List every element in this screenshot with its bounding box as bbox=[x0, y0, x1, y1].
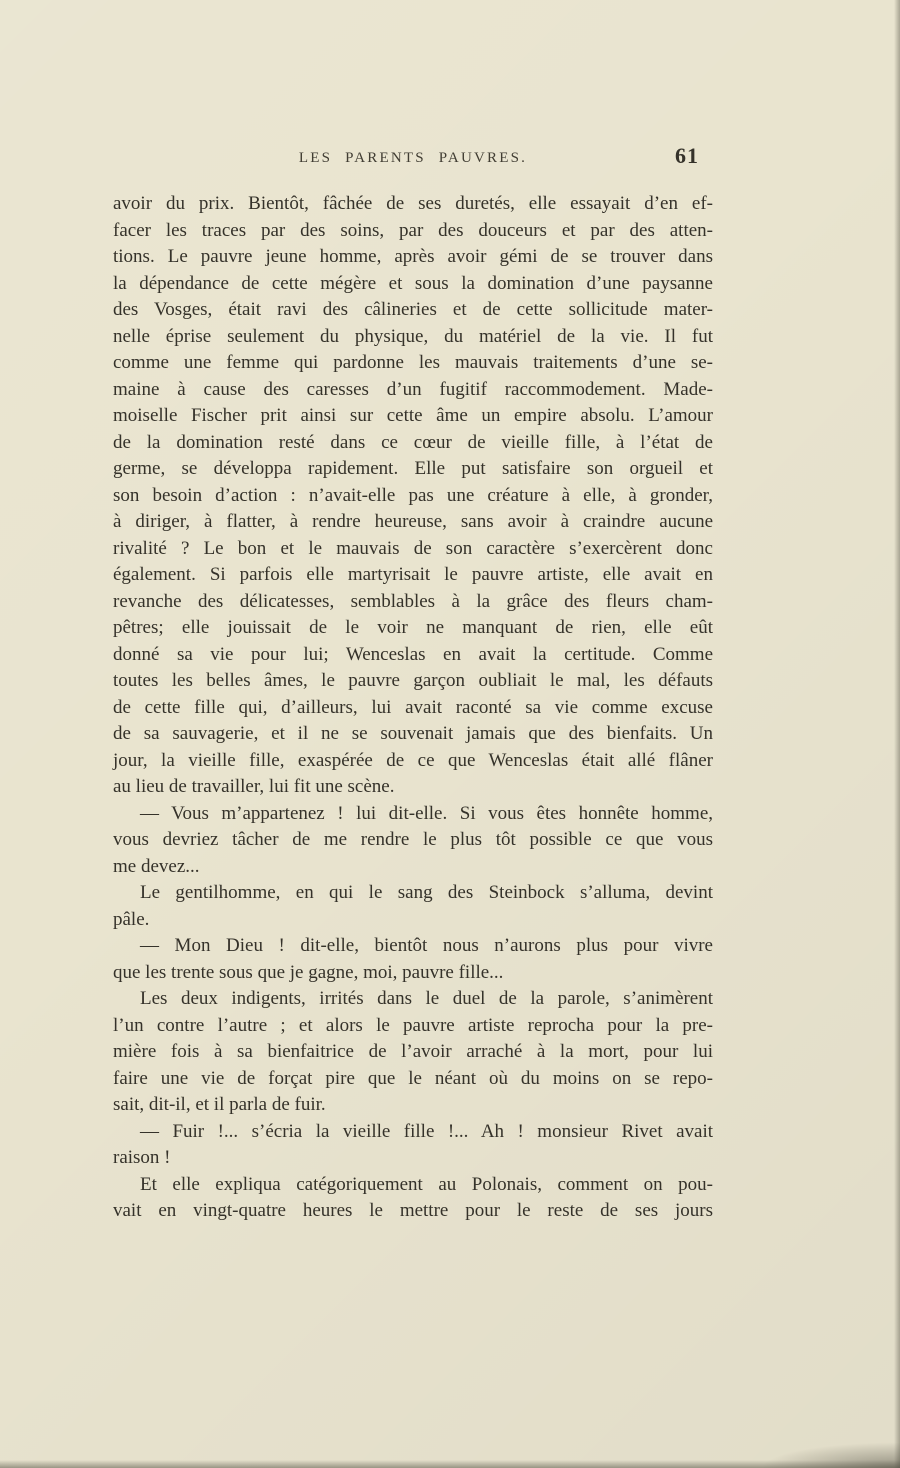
page-number: 61 bbox=[675, 143, 699, 168]
text-line: germe, se développa rapidement. Elle put satisfaire son orgueil et bbox=[113, 458, 713, 479]
text-line: de la domination resté dans ce cœur de vieille fille, à l’état de bbox=[113, 431, 713, 453]
paragraph bbox=[113, 986, 713, 1119]
page-header bbox=[113, 143, 713, 180]
scan-edge-right bbox=[894, 0, 900, 1468]
text-line: jour, la vieille fille, exaspérée de ce que Wenceslas était allé flâner bbox=[113, 749, 713, 771]
paragraph bbox=[113, 801, 713, 881]
text-line: au lieu de travailler, lui fit une scène. bbox=[113, 776, 395, 797]
text-line: pêtres; elle jouissait de le voir ne manquant de rien, elle eût bbox=[113, 617, 713, 638]
text-line: Le gentilhomme, en qui le sang des Steinbock s’alluma, devint bbox=[140, 882, 713, 903]
text-line: comme une femme qui pardonne les mauvais traitements d’une se- bbox=[113, 352, 713, 373]
text-line: tions. Le pauvre jeune homme, après avoir gémi de se trouver dans bbox=[113, 246, 713, 267]
text-line: à diriger, à flatter, à rendre heureuse, sans avoir à craindre aucune bbox=[113, 511, 713, 532]
text-line: donné sa vie pour lui; Wenceslas en avait la certitude. Comme bbox=[113, 643, 713, 665]
text-line: de sa sauvagerie, et il ne se souvenait jamais que des bienfaits. Un bbox=[113, 723, 713, 744]
paragraph bbox=[113, 880, 713, 933]
text-line: rivalité ? Le bon et le mauvais de son caractère s’exercèrent donc bbox=[113, 537, 713, 559]
text-line: revanche des délicatesses, semblables à la grâce des fleurs cham- bbox=[113, 590, 713, 612]
text-line: mière fois à sa bienfaitrice de l’avoir arraché à la mort, pour lui bbox=[113, 1041, 713, 1062]
text-line: l’un contre l’autre ; et alors le pauvre artiste reprocha pour la pre- bbox=[113, 1014, 713, 1036]
page-body bbox=[113, 191, 713, 1225]
text-line: maine à cause des caresses d’un fugitif raccommodement. Made- bbox=[113, 378, 713, 400]
text-line: — Vous m’appartenez ! lui dit-elle. Si vous êtes honnête homme, bbox=[140, 802, 713, 824]
text-line: — Mon Dieu ! dit-elle, bientôt nous n’aurons plus pour vivre bbox=[140, 935, 713, 956]
running-title: LES PARENTS PAUVRES. bbox=[298, 150, 528, 166]
text-line: vous devriez tâcher de me rendre le plus tôt possible ce que vous bbox=[113, 829, 713, 850]
text-line: raison ! bbox=[113, 1147, 171, 1168]
paragraph bbox=[113, 191, 713, 801]
text-line: — Fuir !... s’écria la vieille fille !... Ah ! monsieur Rivet avait bbox=[140, 1120, 713, 1142]
paragraph bbox=[113, 1172, 713, 1225]
text-line: nelle éprise seulement du physique, du matériel de la vie. Il fut bbox=[113, 325, 713, 347]
text-line: toutes les belles âmes, le pauvre garçon oubliait le mal, les défauts bbox=[113, 670, 713, 691]
text-line: également. Si parfois elle martyrisait le pauvre artiste, elle avait en bbox=[113, 564, 713, 585]
text-line: sait, dit-il, et il parla de fuir. bbox=[113, 1094, 326, 1115]
paragraph bbox=[113, 933, 713, 986]
text-line: facer les traces par des soins, par des douceurs et par des atten- bbox=[113, 219, 713, 241]
text-line: vait en vingt-quatre heures le mettre pour le reste de ses jours bbox=[113, 1200, 713, 1221]
text-line: Et elle expliqua catégoriquement au Polonais, comment on pou- bbox=[140, 1173, 713, 1195]
text-line: faire une vie de forçat pire que le néant où du moins on se repo- bbox=[113, 1067, 713, 1089]
text-line: que les trente sous que je gagne, moi, pauvre fille... bbox=[113, 961, 504, 983]
text-line: pâle. bbox=[113, 908, 150, 930]
paragraph bbox=[113, 1119, 713, 1172]
text-line: me devez... bbox=[113, 855, 200, 877]
scan-edge-corner bbox=[760, 1442, 900, 1468]
text-line: moiselle Fischer prit ainsi sur cette âme un empire absolu. L’amour bbox=[113, 405, 713, 426]
text-line: Les deux indigents, irrités dans le duel de la parole, s’animèrent bbox=[140, 988, 713, 1009]
text-line: des Vosges, était ravi des câlineries et de cette sollicitude mater- bbox=[113, 299, 713, 320]
text-line: de cette fille qui, d’ailleurs, lui avait raconté sa vie comme excuse bbox=[113, 696, 713, 718]
text-line: la dépendance de cette mégère et sous la domination d’une paysanne bbox=[113, 272, 713, 294]
text-line: avoir du prix. Bientôt, fâchée de ses duretés, elle essayait d’en ef- bbox=[113, 193, 713, 214]
text-line: son besoin d’action : n’avait-elle pas une créature à elle, à gronder, bbox=[113, 484, 713, 506]
